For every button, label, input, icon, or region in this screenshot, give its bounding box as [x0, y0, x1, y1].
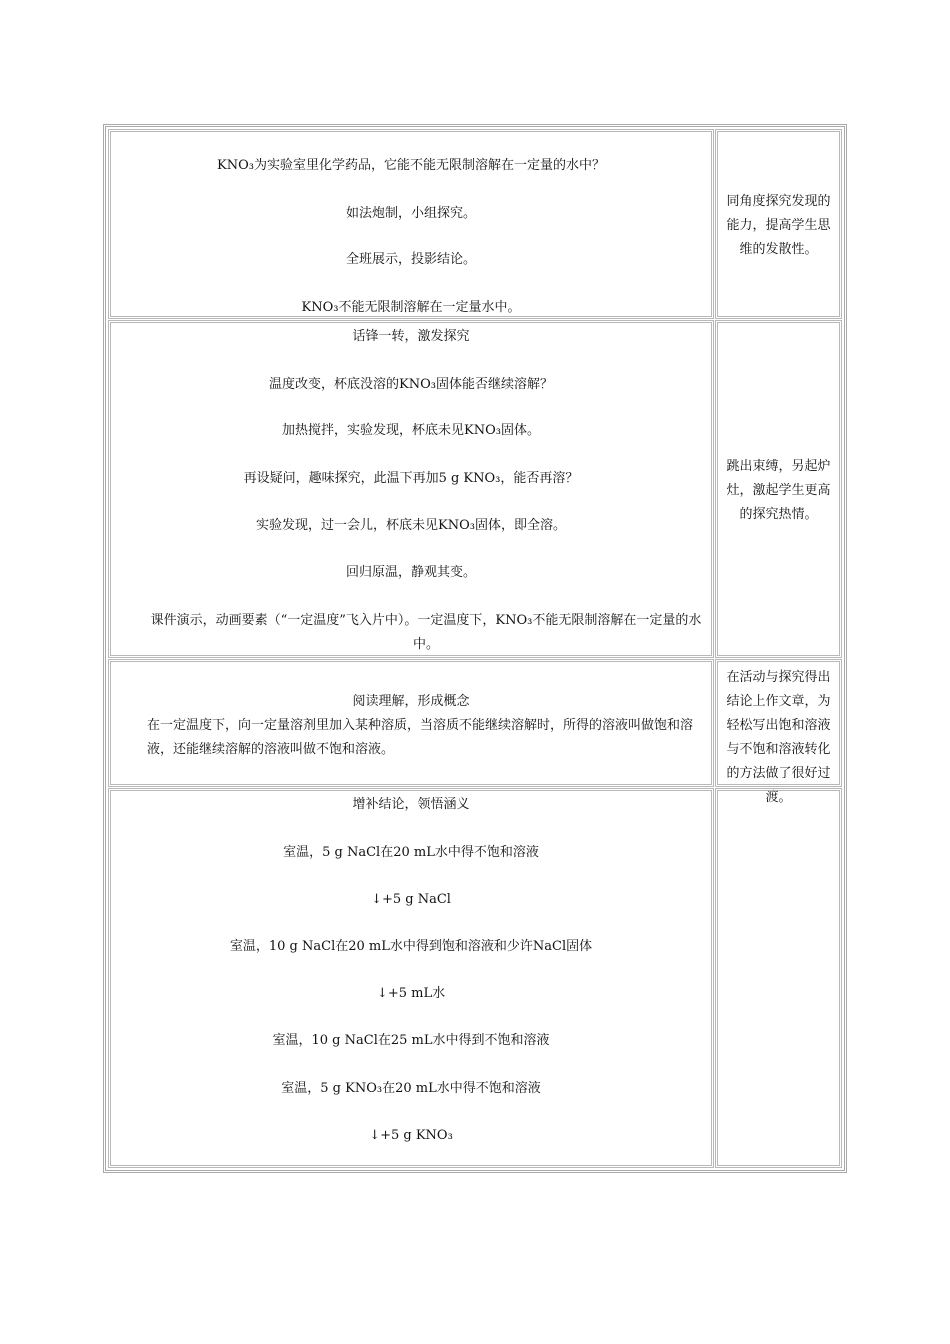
row3-line1: 阅读理解，形成概念 [352, 694, 470, 709]
lesson-table [103, 124, 847, 1173]
row1-line2: 如法炮制，小组探究。 [345, 206, 476, 221]
row3-line2: 在一定温度下，向一定量溶剂里加入某种溶质，当溶质不能继续溶解时，所得的溶液叫做饱和溶液，还能继续溶解的溶液叫做不饱和溶液。 [147, 718, 694, 757]
row1-intent: 同角度探究发现的能力，提高学生思维的发散性。 [726, 194, 831, 257]
activity-cell [108, 129, 714, 319]
table-row [108, 320, 842, 658]
activity-cell [108, 788, 714, 1168]
intent-cell [715, 320, 842, 658]
row4-line7: 室温，5 g KNO₃在20 mL水中得不饱和溶液 [281, 1081, 541, 1096]
row4-line4: 室温，10 g NaCl在20 mL水中得到饱和溶液和少许NaCl固体 [229, 939, 593, 954]
row2-line7: 课件演示，动画要素（“一定温度”飞入片中）。一定温度下，KNO₃不能无限制溶解在一定量的水中。 [150, 613, 702, 652]
row4-line3: ↓+5 g NaCl [371, 892, 451, 907]
row2-line1: 话锋一转，激发探究 [352, 329, 470, 344]
table-row [108, 788, 842, 1168]
row4-line5: ↓+5 mL水 [376, 986, 446, 1001]
intent-cell [715, 659, 842, 805]
row4-line6: 室温，10 g NaCl在25 mL水中得到不饱和溶液 [272, 1033, 550, 1048]
intent-cell [715, 129, 842, 319]
row4-line2: 室温，5 g NaCl在20 mL水中得不饱和溶液 [283, 845, 539, 860]
table-row [108, 129, 842, 319]
row1-line4: KNO₃不能无限制溶解在一定量水中。 [301, 300, 521, 315]
activity-cell [108, 659, 714, 787]
row4-line8: ↓+5 g KNO₃ [369, 1128, 453, 1143]
row2-line5: 实验发现，过一会儿，杯底未见KNO₃固体，即全溶。 [256, 518, 566, 533]
row2-line4: 再设疑问，趣味探究，此温下再加5 g KNO₃，能否再溶？ [243, 471, 579, 486]
row1-line1: KNO₃为实验室里化学药品，它能不能无限制溶解在一定量的水中？ [217, 158, 605, 173]
row2-intent: 跳出束缚，另起炉灶，激起学生更高的探究热情。 [726, 459, 831, 522]
row1-line3: 全班展示，投影结论。 [345, 252, 476, 267]
row3-intent: 在活动与探究得出结论上作文章，为轻松写出饱和溶液与不饱和溶液转化的方法做了很好过渡。 [726, 670, 831, 805]
row2-line3: 加热搅拌，实验发现，杯底未见KNO₃固体。 [282, 423, 540, 438]
row4-line1: 增补结论，领悟涵义 [352, 797, 470, 812]
row2-line6: 回归原温，静观其变。 [345, 565, 476, 580]
activity-cell [108, 320, 714, 658]
row2-line2: 温度改变，杯底没溶的KNO₃固体能否继续溶解？ [269, 377, 553, 392]
intent-cell [715, 788, 842, 1168]
